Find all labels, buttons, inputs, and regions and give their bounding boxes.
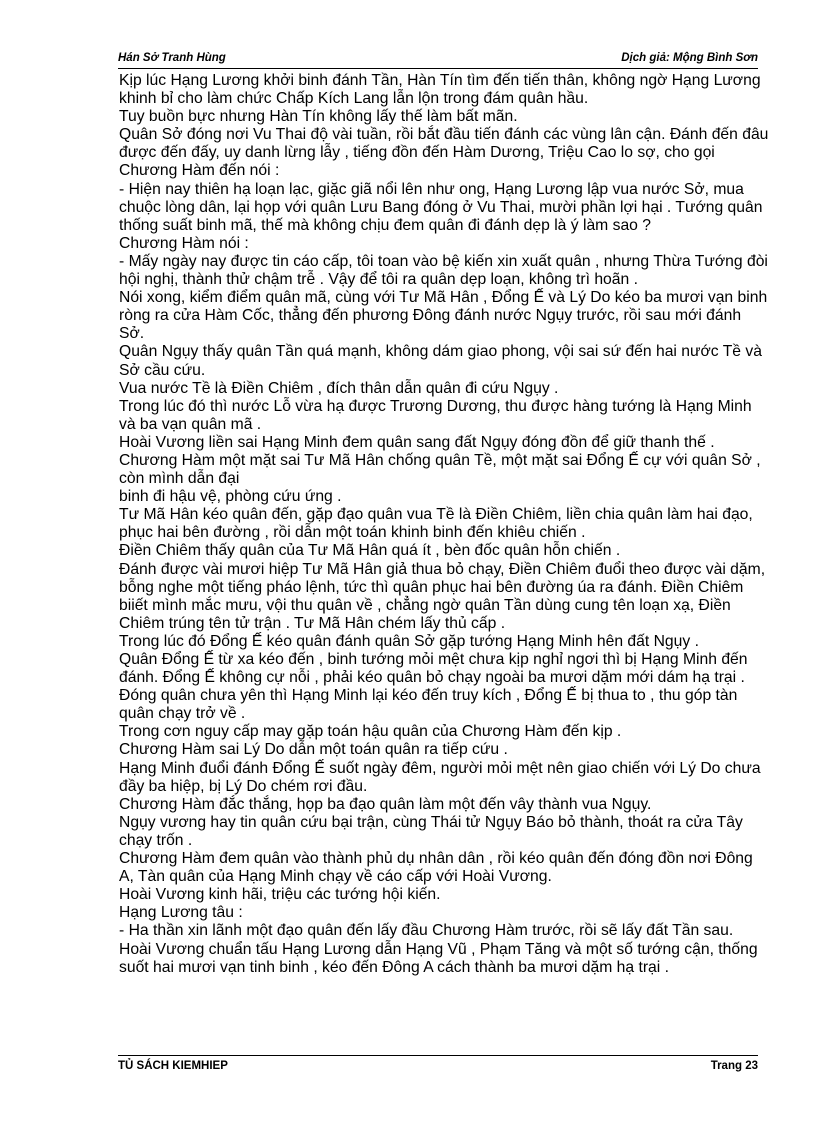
paragraph: Trong lúc đó thì nước Lỗ vừa hạ được Trương Dương, thu được hàng tướng là Hạng Minh và ba vạn quân mã . bbox=[119, 397, 752, 433]
paragraph: - Ha thần xin lãnh một đạo quân đến lấy đầu Chương Hàm trước, rồi sẽ lấy đất Tần sau. bbox=[119, 922, 734, 940]
paragraph: Chương Hàm sai Lý Do dẫn một toán quân ra tiếp cứu . bbox=[119, 741, 508, 759]
paragraph: Nói xong, kiểm điểm quân mã, cùng với Tư Mã Hân , Đổng Ế và Lý Do kéo ba mươi vạn binh ròng ra cửa Hàm Cốc, thẳng đến phương Đông đánh nước Ngụy trước, rồi sau mới đánh Sở. bbox=[119, 289, 768, 343]
paragraph: Trong cơn nguy cấp may gặp toán hậu quân của Chương Hàm đến kịp . bbox=[119, 723, 622, 741]
paragraph: Chương Hàm đem quân vào thành phủ dụ nhân dân , rồi kéo quân đến đóng đồn nơi Đông A, Tàn quân của Hạng Minh chạy về cáo cấp với Hoài Vương. bbox=[119, 850, 753, 886]
page-header bbox=[118, 50, 758, 69]
page-footer bbox=[118, 1055, 758, 1074]
paragraph: Ngụy vương hay tin quân cứu bại trận, cùng Thái tử Ngụy Báo bỏ thành, thoát ra cửa Tây chạy trốn . bbox=[119, 813, 743, 849]
paragraph: Kịp lúc Hạng Lương khởi binh đánh Tần, Hàn Tín tìm đến tiến thân, không ngờ Hạng Lương khinh bỉ cho làm chức Chấp Kích Lang lẫn lộn trong đám quân hầu. bbox=[119, 72, 761, 108]
paragraph: Đóng quân chưa yên thì Hạng Minh lại kéo đến truy kích , Đổng Ế bị thua to , thu góp tàn quân chạy trở về . bbox=[119, 687, 738, 723]
paragraph: Quân Ngụy thấy quân Tần quá mạnh, không dám giao phong, vội sai sứ đến hai nước Tề và Sở cầu cứu. bbox=[119, 343, 762, 379]
page-body bbox=[119, 72, 769, 977]
paragraph: Vua nước Tề là Điền Chiêm , đích thân dẫn quân đi cứu Ngụy . bbox=[119, 379, 559, 397]
paragraph: Chương Hàm đắc thắng, họp ba đạo quân làm một đến vây thành vua Ngụy. bbox=[119, 795, 652, 813]
paragraph: Hoài Vương kinh hãi, triệu các tướng hội kiến. bbox=[119, 886, 441, 904]
paragraph: Hoài Vương liền sai Hạng Minh đem quân sang đất Ngụy đóng đồn để giữ thanh thế . bbox=[119, 433, 715, 451]
paragraph: Đánh được vài mươi hiệp Tư Mã Hân giả thua bỏ chạy, Điền Chiêm đuổi theo được vài dặm, bỗng nghe một tiếng pháo lệnh, tức thì quân phục hai bên đường úa ra đánh. Điền Chiêm biiết mình mắc mưu, vội thu quân về , chẳng ngờ quân Tần dùng cung tên loạn xạ, Điền Chiêm trúng tên tử trận . Tư Mã Hân chém lấy thủ cấp . bbox=[119, 560, 766, 632]
paragraph: binh đi hậu vệ, phòng cứu ứng . bbox=[119, 488, 342, 506]
publisher-label: TỦ SÁCH KIEMHIEP bbox=[118, 1060, 228, 1072]
book-title: Hán Sở Tranh Hùng bbox=[118, 52, 226, 64]
paragraph: - Mấy ngày nay được tin cáo cấp, tôi toan vào bệ kiến xin xuất quân , nhưng Thừa Tướng đòi hội nghị, thành thử chậm trễ . Vậy để tôi ra quân dẹp loạn, không trì hoãn . bbox=[119, 252, 768, 289]
paragraph: Trong lúc đó Đổng Ế kéo quân đánh quân Sở gặp tướng Hạng Minh hên đất Ngụy . bbox=[119, 632, 699, 650]
paragraph: Tuy buồn bực nhưng Hàn Tín không lấy thế làm bất mãn. bbox=[119, 108, 518, 126]
paragraph: Chương Hàm một mặt sai Tư Mã Hân chống quân Tề, một mặt sai Đổng Ế cự với quân Sở , còn mình dẫn đại bbox=[119, 451, 761, 488]
paragraph: Chương Hàm nói : bbox=[119, 234, 249, 252]
paragraph: Tư Mã Hân kéo quân đến, gặp đạo quân vua Tề là Điền Chiêm, liền chia quân làm hai đạo, phục hai bên đường , rồi dẫn một toán khinh binh đến khiêu chiến . bbox=[119, 506, 753, 542]
paragraph: Quân Sở đóng nơi Vu Thai độ vài tuần, rồi bắt đầu tiến đánh các vùng lân cận. Đánh đến đâu được đến đấy, uy danh lừng lẫy , tiếng đồn đến Hàm Dương, Triệu Cao lo sợ, cho gọi Chương Hàm đến nói : bbox=[119, 126, 769, 180]
page-number: Trang 23 bbox=[710, 1060, 758, 1072]
paragraph: Điền Chiêm thấy quân của Tư Mã Hân quá ít , bèn đốc quân hỗn chiến . bbox=[119, 542, 621, 560]
paragraph: Hạng Lương tâu : bbox=[119, 904, 243, 922]
translator-credit: Dịch giả: Mộng Bình Sơn bbox=[621, 52, 758, 64]
paragraph: Hạng Minh đuổi đánh Đổng Ế suốt ngày đêm, người mỏi mệt nên giao chiến với Lý Do chưa đầy ba hiệp, bị Lý Do chém rơi đầu. bbox=[119, 759, 761, 795]
paragraph: Quân Đổng Ế từ xa kéo đến , binh tướng mỏi mệt chưa kịp nghỉ ngơi thì bị Hạng Minh đến đánh. Đổng Ế không cự nỗi , phải kéo quân bỏ chạy ngoài ba mươi dặm mới dám hạ trại . bbox=[119, 651, 748, 687]
paragraph: Hoài Vương chuẩn tấu Hạng Lương dẫn Hạng Vũ , Phạm Tăng và một số tướng cận, thống suốt hai mươi vạn tinh binh , kéo đến Đông A cách thành ba mươi dặm hạ trại . bbox=[119, 940, 758, 976]
paragraph: - Hiện nay thiên hạ loạn lạc, giặc giã nổi lên như ong, Hạng Lương lập vua nước Sở, mua chuộc lòng dân, lại họp với quân Lưu Bang đóng ở Vu Thai, mười phần lợi hại . Tướng quân thống suất binh mã, thế mà không chịu đem quân đi đánh dẹp là ý làm sao ? bbox=[119, 180, 763, 234]
